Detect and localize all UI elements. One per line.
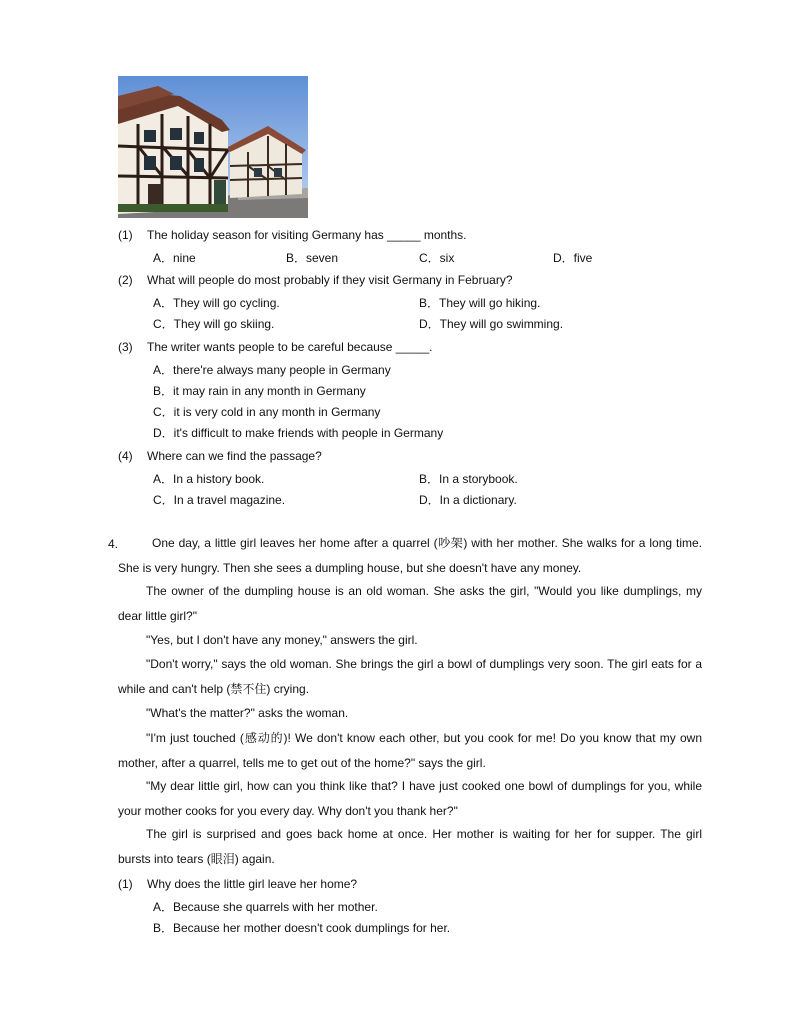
q4-question-1-text: Why does the little girl leave her home? (147, 877, 358, 891)
q4-paragraph-6: "I'm just touched (感动的)! We don't know each other, but you cook for me! Do you know that my own mother, after a quarrel, tells me to get out of the home?" says the girl. (118, 731, 702, 770)
q3-q3-option-b: B．it may rain in any month in Germany (153, 384, 366, 398)
q3-question-2-number: (2) (118, 273, 133, 287)
q4-number: 4. (108, 537, 119, 551)
q3-q1-option-d: D．five (553, 251, 593, 265)
half-timbered-houses-photo (118, 76, 308, 218)
q3-q1-option-c: C．six (419, 251, 455, 265)
q3-question-4-text: Where can we find the passage? (147, 449, 322, 463)
q3-q1-option-b: B．seven (286, 251, 339, 265)
q4-paragraph-8: The girl is surprised and goes back home at once. Her mother is waiting for her for supper. The girl bursts into tears (眼泪) again. (118, 827, 702, 866)
q3-q4-option-a: A．In a history book. (153, 472, 265, 486)
q3-q3-option-d: D．it's difficult to make friends with people in Germany (153, 426, 444, 440)
q3-q2-option-b: B．They will go hiking. (419, 296, 541, 310)
q3-q2-option-d: D．They will go swimming. (419, 317, 564, 331)
q3-q4-option-d: D．In a dictionary. (419, 493, 517, 507)
q4-q1-option-b: B．Because her mother doesn't cook dumplings for her. (153, 921, 451, 935)
q3-q2-option-c: C．They will go skiing. (153, 317, 275, 331)
q3-question-3-text: The writer wants people to be careful because _____. (147, 340, 433, 354)
q3-question-3-number: (3) (118, 340, 133, 354)
q3-question-4-number: (4) (118, 449, 133, 463)
q3-question-2-text: What will people do most probably if they visit Germany in February? (147, 273, 513, 287)
houses-illustration (118, 76, 308, 218)
q4-q1-option-a: A．Because she quarrels with her mother. (153, 900, 378, 914)
q4-paragraph-2: The owner of the dumpling house is an old woman. She asks the girl, "Would you like dumplings, my dear little girl?" (118, 584, 702, 623)
q3-question-1-text: The holiday season for visiting Germany has _____ months. (147, 228, 467, 242)
q4-paragraph-3: "Yes, but I don't have any money," answers the girl. (146, 633, 418, 647)
q3-q2-option-a: A．They will go cycling. (153, 296, 280, 310)
q4-paragraph-7: "My dear little girl, how can you think like that? I have just cooked one bowl of dumplings for you, while your mother cooks for you every day. Why don't you thank her?" (118, 779, 702, 818)
q4-paragraph-1: One day, a little girl leaves her home after a quarrel (吵架) with her mother. She walks for a long time. She is very hungry. Then she sees a dumpling house, but she doesn't have any money. (118, 536, 702, 575)
q3-q3-option-a: A．there're always many people in Germany (153, 363, 391, 377)
q3-q4-option-b: B．In a storybook. (419, 472, 518, 486)
q3-q3-option-c: C．it is very cold in any month in Germany (153, 405, 381, 419)
q3-q4-option-c: C．In a travel magazine. (153, 493, 286, 507)
q3-q1-option-a: A．nine (153, 251, 196, 265)
q4-paragraph-5: "What's the matter?" asks the woman. (146, 706, 349, 720)
q4-paragraph-4: "Don't worry," says the old woman. She brings the girl a bowl of dumplings very soon. The girl eats for a while and can't help (禁不住) crying. (118, 657, 702, 696)
q3-question-1-number: (1) (118, 228, 133, 242)
q4-question-1-number: (1) (118, 877, 133, 891)
